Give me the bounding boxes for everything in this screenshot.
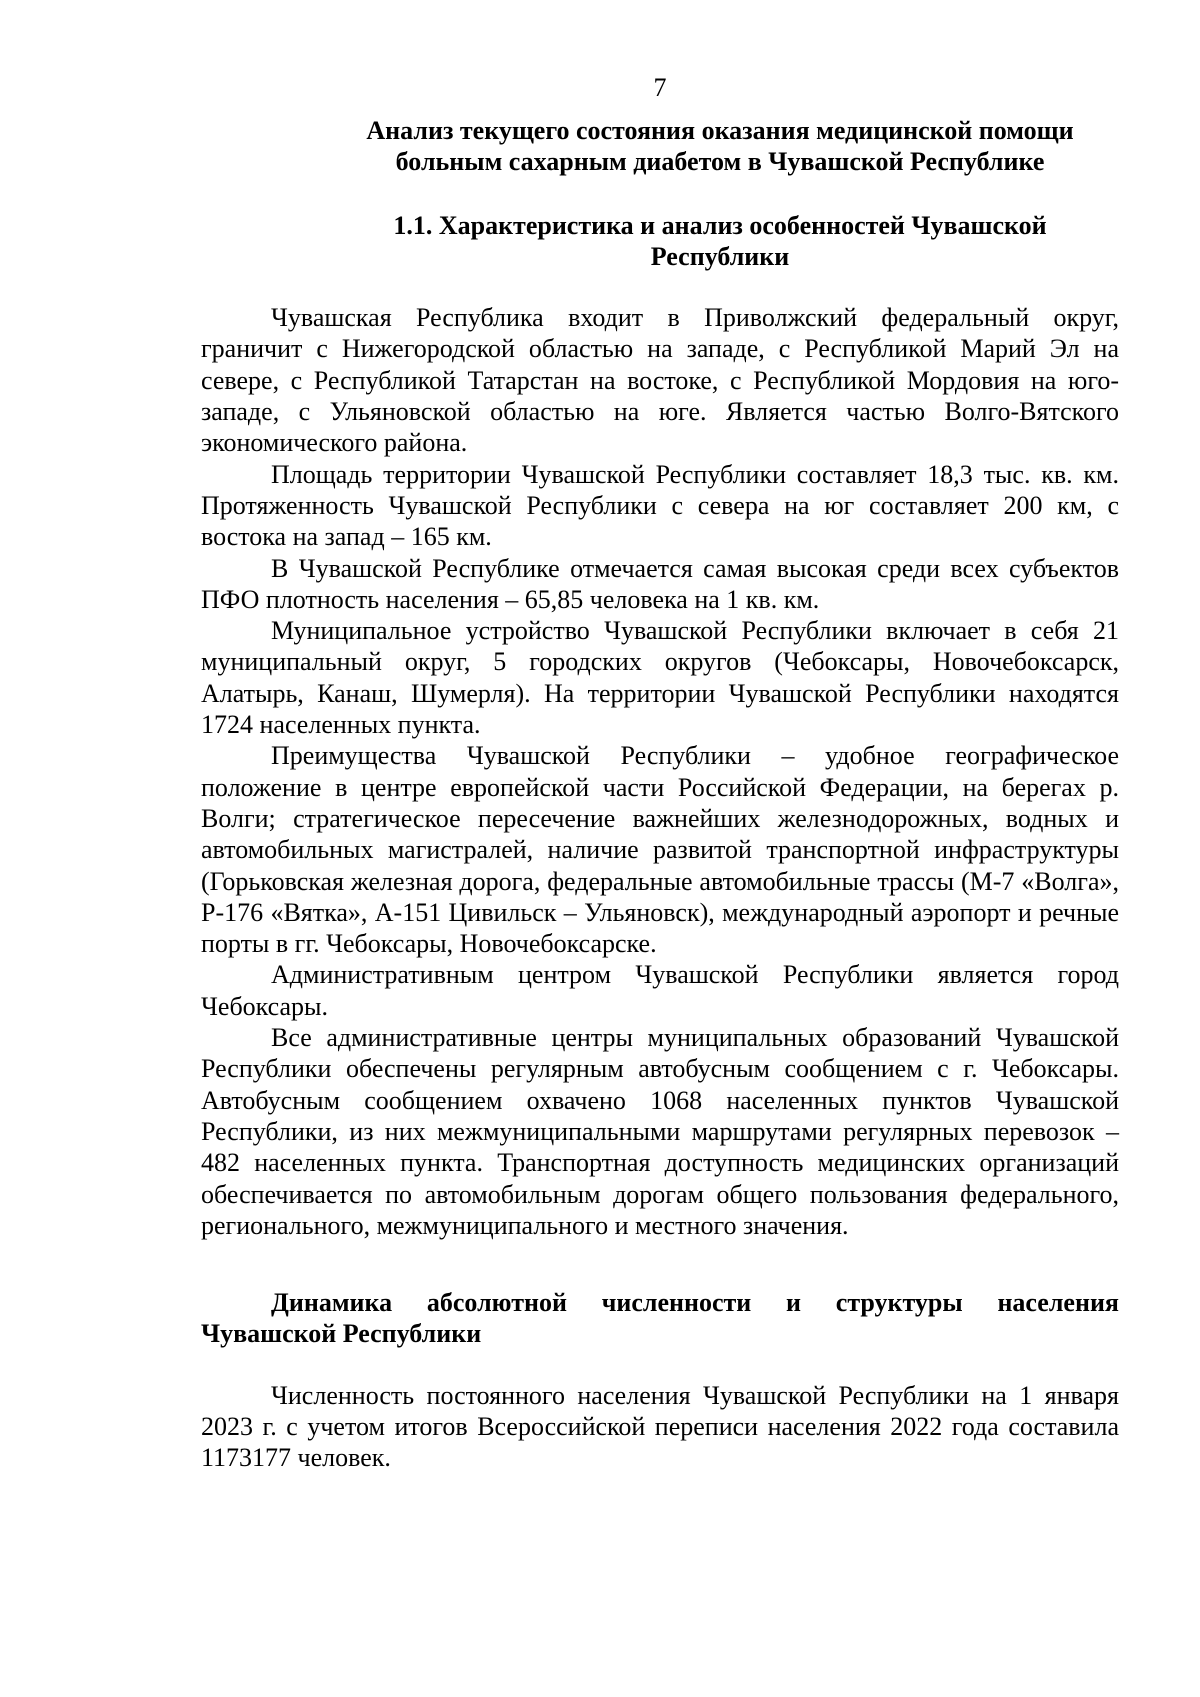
main-title: [201, 115, 1119, 178]
paragraph: Численность постоянного населения Чувашской Республики на 1 января 2023 г. с учетом итогов Всероссийской переписи населения 2022 года составила 1173177 человек.: [201, 1380, 1119, 1473]
subsection-title: Динамика абсолютной численности и структуры населения Чувашской Республики: [201, 1288, 1119, 1349]
document-content: [201, 115, 1119, 1474]
paragraph: Административным центром Чувашской Республики является город Чебоксары.: [201, 960, 1119, 1021]
paragraph: Преимущества Чувашской Республики – удобное географическое положение в центре европейской части Российской Федерации, на берегах р. Волги; стратегическое пересечение важнейших железнодорожных, водных и автомобильных магистралей, наличие развитой транспортной инфраструктуры (Горьковская железная дорога, федеральные автомобильные трассы (М-7 «Волга», Р-176 «Вятка», А-151 Цивильск – Ульяновск), международный аэропорт и речные порты в гг. Чебоксары, Новочебоксарске.: [201, 741, 1119, 959]
main-title-line-2: больным сахарным диабетом в Чувашской Республике: [395, 147, 1045, 177]
section-body: [201, 302, 1119, 1241]
paragraph: В Чувашской Республике отмечается самая высокая среди всех субъектов ПФО плотность населения – 65,85 человека на 1 кв. км.: [201, 553, 1119, 614]
paragraph: Все административные центры муниципальных образований Чувашской Республики обеспечены регулярным автобусным сообщением с г. Чебоксары. Автобусным сообщением охвачено 1068 населенных пунктов Чувашской Республики, из них межмуниципальными маршрутами регулярных перевозок – 482 населенных пункта. Транспортная доступность медицинских организаций обеспечивается по автомобильным дорогам общего пользования федерального, регионального, межмуниципального и местного значения.: [201, 1023, 1119, 1240]
subsection-body: [201, 1380, 1119, 1474]
main-title-line-1: Анализ текущего состояния оказания медицинской помощи: [366, 116, 1074, 145]
page-number: 7: [653, 73, 667, 102]
section-title: 1.1. Характеристика и анализ особенностей Чувашской Республики: [393, 210, 1047, 271]
paragraph: Площадь территории Чувашской Республики составляет 18,3 тыс. кв. км. Протяженность Чувашской Республики с севера на юг составляет 200 км, с востока на запад – 165 км.: [201, 459, 1119, 552]
paragraph: Чувашская Республика входит в Приволжский федеральный округ, граничит с Нижегородской областью на западе, с Республикой Марий Эл на севере, с Республикой Татарстан на востоке, с Республикой Мордовия на юго-западе, с Ульяновской областью на юге. Является частью Волго-Вятского экономического района.: [201, 303, 1119, 458]
paragraph: Муниципальное устройство Чувашской Республики включает в себя 21 муниципальный округ, 5 городских округов (Чебоксары, Новочебоксарск, Алатырь, Канаш, Шумерля). На территории Чувашской Республики находятся 1724 населенных пункта.: [201, 616, 1119, 740]
